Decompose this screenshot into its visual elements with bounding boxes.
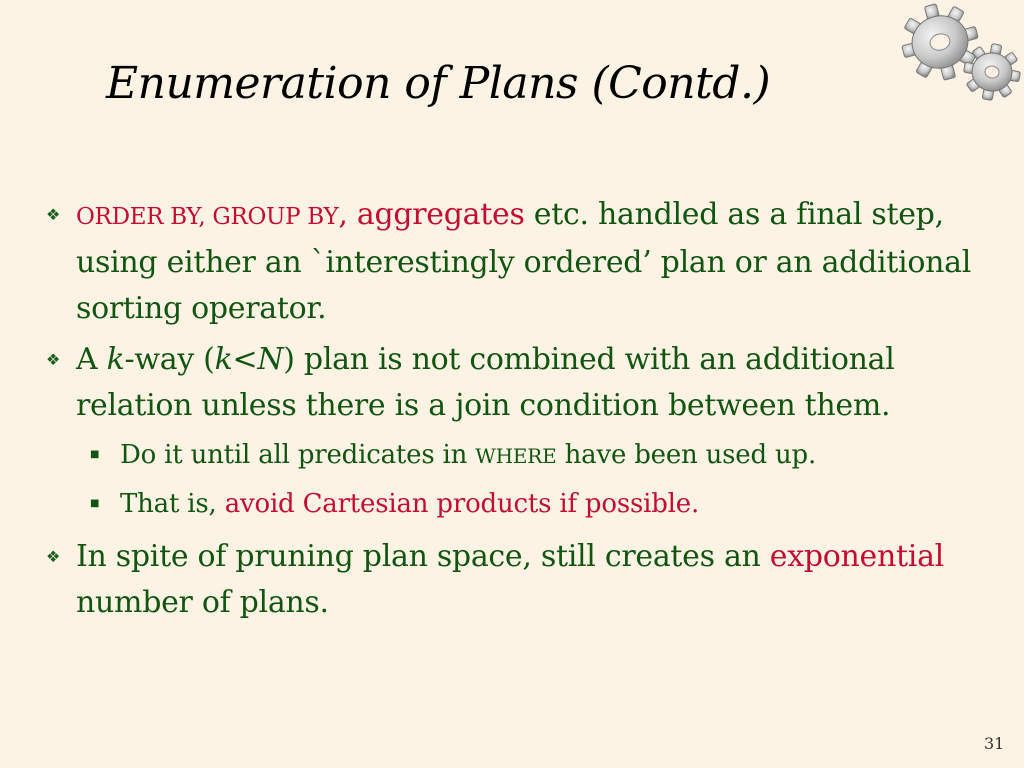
page-number: 31 [984,734,1005,753]
sub-bullet-marker-icon: ■ [90,449,100,460]
bullet-text: etc. handled as a final step, using either an `interestingly ordered’ plan or an additional sorting operator. [76,197,972,326]
gears-icon [888,2,1024,102]
highlight-cartesian: avoid Cartesian products if possible. [224,489,700,519]
bullet-k-way: ❖ A k-way (k<N) plan is not combined with an additional relation unless there is a join condition between them. [46,337,976,429]
keyword-where: WHERE [475,444,557,468]
bullet-marker-icon: ❖ [46,205,61,224]
keyword-aggregates: aggregates [356,197,525,232]
bullet-marker-icon: ❖ [46,547,61,566]
bullet-text: ) plan is not combined with an additional relation unless there is a join condition between them. [76,342,895,423]
bullet-marker-icon: ❖ [46,350,61,369]
keyword-group-by: GROUP BY [212,204,339,230]
bullet-order-by: ❖ ORDER BY, GROUP BY, aggregates etc. handled as a final step, using either an `interestingly ordered’ plan or an additional sorting operator. [46,192,976,332]
bullet-pruning: ❖ In spite of pruning plan space, still creates an exponential number of plans. [46,534,976,626]
sub-bullet-predicates: ■ Do it until all predicates in WHERE have been used up. [46,437,976,474]
slide-body [46,192,976,631]
sub-bullet-marker-icon: ■ [90,498,100,509]
highlight-exponential: exponential [769,539,944,574]
sub-bullet-cartesian: ■ That is, avoid Cartesian products if possible. [46,486,976,522]
keyword-order-by: ORDER BY [76,204,199,230]
slide-title: Enumeration of Plans (Contd.) [106,58,771,109]
